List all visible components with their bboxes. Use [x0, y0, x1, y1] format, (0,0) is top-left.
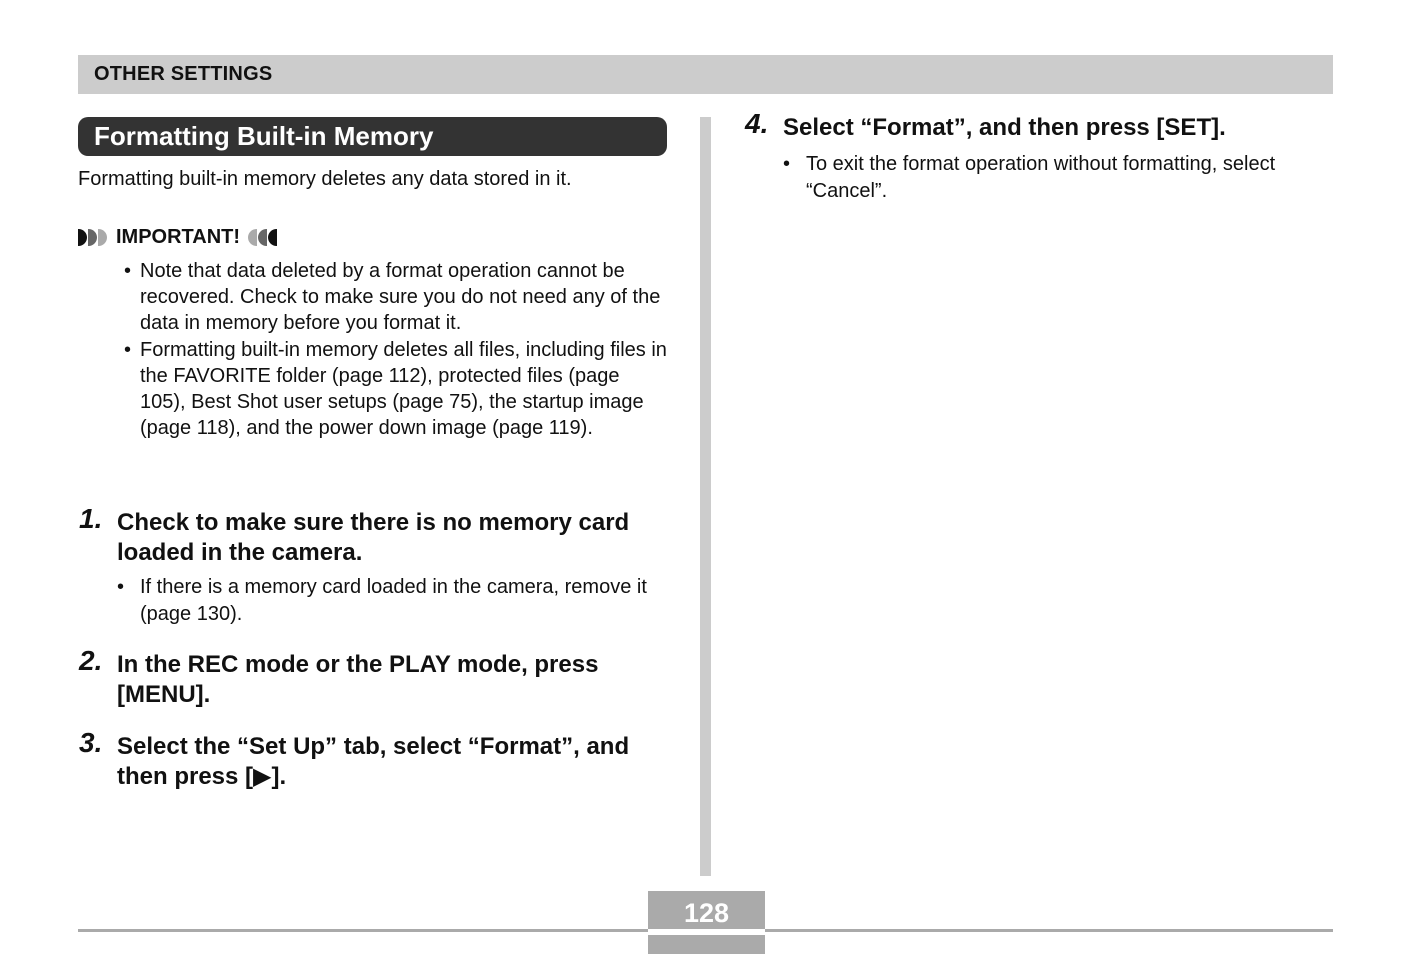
- bullet: •: [124, 338, 132, 361]
- step-number: 4.: [745, 108, 769, 139]
- section-intro: Formatting built-in memory deletes any data stored in it.: [78, 168, 572, 190]
- step-text: Select the “Set Up” tab, select “Format”, and then press [▶].: [117, 733, 630, 790]
- list-item: [122, 258, 667, 337]
- column-divider: [700, 117, 711, 876]
- important-heading: [78, 224, 277, 250]
- important-item-text: Formatting built-in memory deletes all files, including files in the FAVORITE folder (page 112), protected files (page 105), Best Shot user setups (page 75), the startup image (page 118), and the power down image (page 119).: [140, 338, 667, 440]
- chapter-header: OTHER SETTINGS: [78, 55, 1333, 94]
- section-title: Formatting Built-in Memory: [78, 117, 667, 156]
- important-item-text: Note that data deleted by a format operation cannot be recovered. Check to make sure you do not need any of the data in memory before you format it.: [140, 260, 661, 335]
- bullet: •: [117, 576, 125, 598]
- bullet: •: [124, 260, 132, 282]
- triple-arrow-left-icon: [248, 229, 277, 246]
- step-number: 1.: [79, 503, 103, 534]
- step-text: Select “Format”, and then press [SET].: [783, 114, 1226, 141]
- note-text: To exit the format operation without formatting, select “Cancel”.: [806, 153, 1276, 202]
- page-number-box: [648, 891, 765, 954]
- step-text: Check to make sure there is no memory card loaded in the camera.: [117, 509, 630, 566]
- important-list: [122, 258, 667, 441]
- important-label: IMPORTANT!: [116, 226, 241, 248]
- page-number: 128: [683, 898, 730, 928]
- bullet: •: [783, 153, 791, 175]
- step-number: 2.: [79, 645, 103, 676]
- triple-arrow-right-icon: [78, 229, 107, 246]
- step-number: 3.: [79, 727, 103, 758]
- step-text: In the REC mode or the PLAY mode, press [MENU].: [117, 651, 599, 708]
- note-text: If there is a memory card loaded in the camera, remove it (page 130).: [140, 576, 647, 625]
- list-item: [122, 337, 667, 442]
